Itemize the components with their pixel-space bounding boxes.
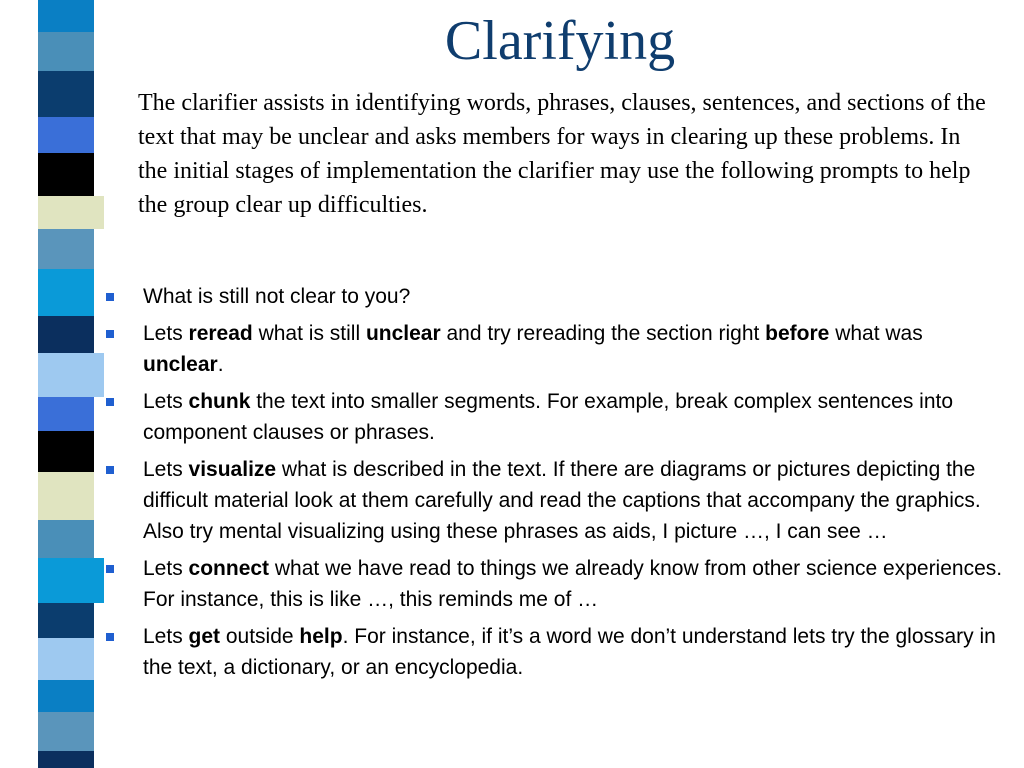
square-bullet-icon <box>106 293 114 301</box>
slide-title: Clarifying <box>444 10 676 72</box>
bold-keyword: before <box>765 322 830 345</box>
bullet-text: Lets <box>143 557 189 580</box>
bullet-text: what we have read to things we already know from other science experiences. For instance, this is like …, this reminds me of … <box>143 557 1003 611</box>
bullet-text: the text into smaller segments. For example, break complex sentences into component clauses or phrases. <box>143 390 954 444</box>
bullet-text: outside <box>220 625 300 648</box>
bold-keyword: unclear <box>143 353 218 376</box>
square-bullet-icon <box>106 466 114 474</box>
bullet-text: and try rereading the section right <box>440 322 766 345</box>
bold-keyword: chunk <box>188 390 251 413</box>
bullet-text: what is still <box>252 322 366 345</box>
square-bullet-icon <box>106 633 114 641</box>
bullet-item <box>104 386 1004 448</box>
stripe-pattern <box>0 0 118 768</box>
bullet-text: Lets <box>143 322 189 345</box>
bold-keyword: reread <box>188 322 253 345</box>
square-bullet-icon <box>106 330 114 338</box>
bold-keyword: unclear <box>365 322 441 345</box>
bullet-item <box>104 553 1004 615</box>
bold-keyword: visualize <box>188 458 277 481</box>
square-bullet-icon <box>106 565 114 573</box>
bullet-list <box>104 281 1004 689</box>
bullet-text: Lets <box>143 458 189 481</box>
decorative-stripe-band <box>0 0 118 768</box>
intro-paragraph: The clarifier assists in identifying words, phrases, clauses, sentences, and sections of the text that may be unclear and asks members for ways in clearing up these problems. In the initial stages of implementation the clarifier may use the following prompts to help the group clear up difficulties. <box>138 90 986 218</box>
bullet-item <box>104 621 1004 683</box>
bullet-item <box>104 318 1004 380</box>
bullet-text: . <box>217 353 224 376</box>
bold-keyword: get <box>188 625 221 648</box>
bullet-text: what was <box>829 322 923 345</box>
bullet-text: what is described in the text. If there are diagrams or pictures depicting the difficult material look at them carefully and read the captions that accompany the graphics. Also try mental visualizing using these phrases as aids, I picture …, I can see … <box>143 458 981 543</box>
square-bullet-icon <box>106 398 114 406</box>
bullet-item <box>104 454 1004 547</box>
bullet-text: Lets <box>143 390 189 413</box>
bold-keyword: help <box>299 625 343 648</box>
bold-keyword: connect <box>188 557 270 580</box>
bullet-text: Lets <box>143 625 189 648</box>
bullet-text: What is still not clear to you? <box>143 285 411 308</box>
bullet-text: . For instance, if it’s a word we don’t understand lets try the glossary in the text, a dictionary, or an encyclopedia. <box>143 625 996 679</box>
bullet-item <box>104 281 1004 312</box>
